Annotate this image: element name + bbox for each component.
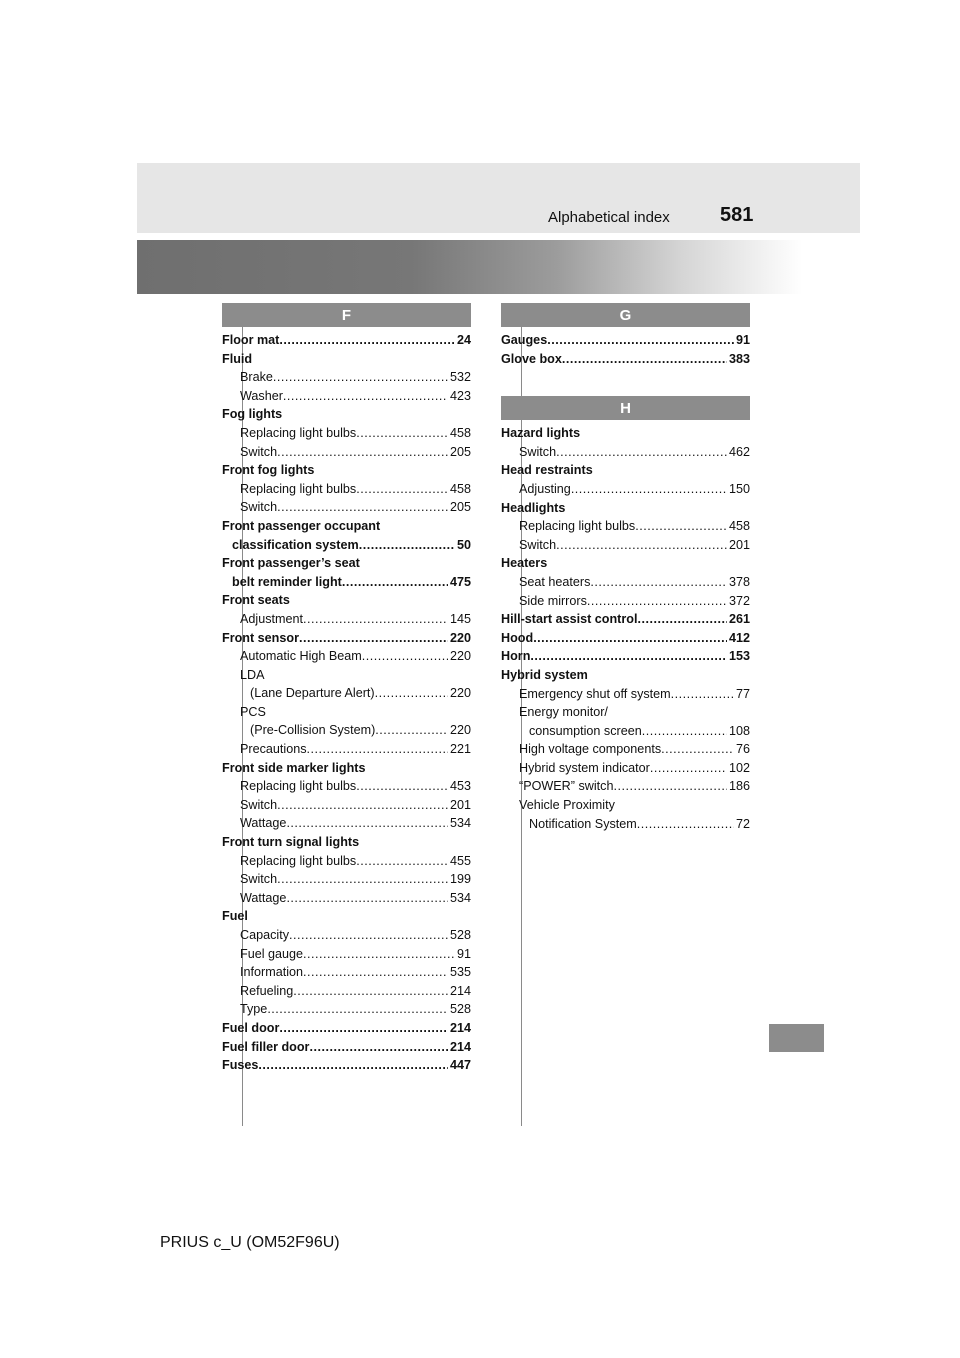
page-header-title: Alphabetical index bbox=[548, 209, 670, 226]
index-entry bbox=[501, 350, 750, 369]
index-entry-page: 458 bbox=[449, 481, 471, 496]
index-entry-page: 91 bbox=[735, 333, 750, 347]
index-entry bbox=[222, 963, 471, 982]
index-entry-page: 201 bbox=[449, 797, 471, 812]
index-entry bbox=[222, 610, 471, 629]
index-entry bbox=[501, 499, 750, 518]
index-entry-label: (Lane Departure Alert) bbox=[250, 686, 375, 701]
index-entry-label: Adjusting bbox=[519, 481, 571, 496]
index-entry-label: Precautions bbox=[240, 742, 307, 757]
index-entry bbox=[501, 666, 750, 685]
dot-leader bbox=[375, 684, 448, 703]
index-entry-label: “POWER” switch bbox=[519, 779, 614, 794]
index-entry-page: 77 bbox=[735, 686, 750, 701]
index-entry bbox=[222, 498, 471, 517]
index-entry bbox=[501, 573, 750, 592]
index-entry bbox=[222, 833, 471, 852]
index-entry-page: 205 bbox=[449, 444, 471, 459]
section-entries-f bbox=[222, 327, 471, 1075]
index-entry bbox=[501, 647, 750, 666]
index-entry-page: 72 bbox=[735, 816, 750, 831]
index-entry-page: 24 bbox=[456, 333, 471, 347]
index-entry bbox=[222, 777, 471, 796]
index-entry bbox=[501, 629, 750, 648]
dot-leader bbox=[303, 945, 455, 964]
index-entry-label: Switch bbox=[519, 444, 557, 459]
index-entry bbox=[222, 517, 471, 536]
dot-leader bbox=[356, 424, 448, 443]
index-entry-label: Side mirrors bbox=[519, 593, 587, 608]
dot-leader bbox=[613, 777, 727, 796]
index-entry-label: Headlights bbox=[501, 500, 566, 515]
index-entry bbox=[222, 666, 471, 685]
index-entry-label: Floor mat bbox=[222, 333, 280, 347]
dot-leader bbox=[356, 480, 448, 499]
index-entry bbox=[222, 647, 471, 666]
dot-leader bbox=[375, 721, 448, 740]
index-entry-label: Switch bbox=[240, 444, 278, 459]
index-entry-page: 534 bbox=[449, 816, 471, 831]
index-entry-label: Horn bbox=[501, 649, 531, 664]
index-entry bbox=[501, 740, 750, 759]
index-entry-page: 91 bbox=[456, 946, 471, 961]
dot-leader bbox=[309, 1038, 448, 1057]
index-entry bbox=[501, 610, 750, 629]
index-entry bbox=[501, 685, 750, 704]
index-entry-label: Hybrid system indicator bbox=[519, 760, 650, 775]
index-entry-label: Refueling bbox=[240, 983, 294, 998]
section-header-h: H bbox=[501, 396, 750, 420]
index-entry-page: 220 bbox=[449, 630, 471, 645]
index-entry-page: 458 bbox=[728, 519, 750, 534]
dot-leader bbox=[661, 740, 734, 759]
index-entry-page: 412 bbox=[728, 630, 750, 645]
index-entry-label: Replacing light bulbs bbox=[519, 519, 636, 534]
index-entry-label: Washer bbox=[240, 388, 283, 403]
index-entry bbox=[501, 777, 750, 796]
index-entry-label: Fuel bbox=[222, 909, 248, 924]
dot-leader bbox=[530, 647, 727, 666]
index-entry bbox=[222, 907, 471, 926]
dot-leader bbox=[307, 740, 448, 759]
index-entry-label: Wattage bbox=[240, 890, 287, 905]
index-entry-label: Front sensor bbox=[222, 630, 299, 645]
index-entry-label: Automatic High Beam bbox=[240, 649, 362, 664]
dot-leader bbox=[637, 610, 727, 629]
index-entry-page: 153 bbox=[728, 649, 750, 664]
index-entry bbox=[501, 592, 750, 611]
section-header-f: F bbox=[222, 303, 471, 327]
index-entry bbox=[222, 889, 471, 908]
index-entry-label: Brake bbox=[240, 370, 273, 385]
index-entry bbox=[222, 405, 471, 424]
index-entry-page: 145 bbox=[449, 611, 471, 626]
index-entry-label: Front passenger occupant bbox=[222, 518, 381, 533]
index-entry-label: Fuel gauge bbox=[240, 946, 304, 961]
index-entry-label: Replacing light bulbs bbox=[240, 481, 357, 496]
index-entry-label: Fuses bbox=[222, 1058, 259, 1073]
index-entry-page: 50 bbox=[456, 537, 471, 552]
index-entry-page: 372 bbox=[728, 593, 750, 608]
index-entry bbox=[222, 1019, 471, 1038]
index-entry-page: 220 bbox=[449, 686, 471, 701]
index-entry-label: Vehicle Proximity bbox=[519, 798, 615, 813]
index-entry bbox=[222, 554, 471, 573]
index-entry bbox=[501, 703, 750, 722]
dot-leader bbox=[356, 777, 448, 796]
index-entry bbox=[501, 517, 750, 536]
index-entry bbox=[222, 740, 471, 759]
index-column-left bbox=[222, 303, 471, 1075]
index-entry-label: Front fog lights bbox=[222, 463, 315, 478]
index-entry bbox=[501, 722, 750, 741]
section-gap bbox=[501, 368, 750, 396]
index-entry-label: (Pre-Collision System) bbox=[250, 723, 376, 738]
index-entry-page: 108 bbox=[728, 723, 750, 738]
dot-leader bbox=[289, 926, 448, 945]
dot-leader bbox=[547, 331, 734, 350]
index-entry-label: Replacing light bulbs bbox=[240, 425, 357, 440]
index-entry bbox=[222, 443, 471, 462]
index-entry bbox=[222, 461, 471, 480]
index-entry-page: 199 bbox=[449, 872, 471, 887]
index-entry-label: belt reminder light bbox=[232, 574, 342, 589]
index-entry-label: High voltage components bbox=[519, 742, 662, 757]
index-entry-label: Fog lights bbox=[222, 407, 283, 422]
index-entry-label: Type bbox=[240, 1002, 268, 1017]
index-entry-label: classification system bbox=[232, 537, 359, 552]
index-entry bbox=[501, 461, 750, 480]
dot-leader bbox=[650, 759, 727, 778]
index-entry-page: 205 bbox=[449, 500, 471, 515]
dot-leader bbox=[286, 814, 448, 833]
index-entry-page: 455 bbox=[449, 853, 471, 868]
dot-leader bbox=[556, 536, 727, 555]
index-entry-page: 214 bbox=[449, 1020, 471, 1035]
index-entry-label: Notification System bbox=[529, 816, 637, 831]
index-entry-label: Adjustment bbox=[240, 611, 303, 626]
index-entry bbox=[222, 684, 471, 703]
dot-leader bbox=[277, 796, 448, 815]
index-entry bbox=[501, 443, 750, 462]
dot-leader bbox=[279, 1019, 448, 1038]
dot-leader bbox=[277, 443, 448, 462]
dot-leader bbox=[362, 647, 448, 666]
index-entry-label: Hood bbox=[501, 630, 534, 645]
index-entry bbox=[222, 1038, 471, 1057]
index-entry-label: Head restraints bbox=[501, 463, 593, 478]
index-entry bbox=[222, 629, 471, 648]
index-entry-label: Replacing light bulbs bbox=[240, 779, 357, 794]
index-entry bbox=[222, 350, 471, 369]
index-entry-page: 458 bbox=[449, 425, 471, 440]
dot-leader bbox=[293, 982, 448, 1001]
index-entry-label: Hill-start assist control bbox=[501, 612, 638, 627]
dot-leader bbox=[303, 963, 448, 982]
index-entry-label: Emergency shut off system bbox=[519, 686, 671, 701]
index-entry-page: 150 bbox=[728, 481, 750, 496]
index-entry bbox=[222, 591, 471, 610]
index-entry-label: Replacing light bulbs bbox=[240, 853, 357, 868]
dot-leader bbox=[637, 815, 734, 834]
dot-leader bbox=[303, 610, 448, 629]
index-entry bbox=[222, 759, 471, 778]
dot-leader bbox=[533, 629, 727, 648]
index-entry bbox=[222, 331, 471, 350]
index-entry bbox=[222, 1056, 471, 1075]
index-entry-page: 528 bbox=[449, 928, 471, 942]
index-entry-page: 76 bbox=[735, 742, 750, 757]
index-entry-page: 535 bbox=[449, 965, 471, 980]
index-entry-label: Switch bbox=[240, 797, 278, 812]
index-entry bbox=[222, 945, 471, 964]
index-entry bbox=[222, 721, 471, 740]
index-entry bbox=[222, 982, 471, 1001]
index-entry-page: 261 bbox=[728, 612, 750, 627]
index-entry-label: Gauges bbox=[501, 333, 548, 347]
dot-leader bbox=[277, 498, 448, 517]
dot-leader bbox=[359, 536, 455, 555]
index-entry-label: consumption screen bbox=[529, 723, 642, 738]
dot-leader bbox=[671, 685, 734, 704]
index-entry-page: 462 bbox=[728, 444, 750, 459]
index-entry-label: Switch bbox=[240, 872, 278, 887]
index-entry-page: 201 bbox=[728, 537, 750, 552]
dot-leader bbox=[279, 331, 455, 350]
index-entry bbox=[222, 387, 471, 406]
index-entry bbox=[222, 814, 471, 833]
footer-model-code: PRIUS c_U (OM52F96U) bbox=[160, 1234, 340, 1251]
index-entry-label: Hazard lights bbox=[501, 426, 581, 441]
index-entry-label: LDA bbox=[240, 667, 265, 682]
index-entry bbox=[222, 796, 471, 815]
index-entry-page: 220 bbox=[449, 649, 471, 664]
index-entry-label: Front seats bbox=[222, 593, 290, 608]
index-entry-label: Fluid bbox=[222, 351, 253, 366]
dot-leader bbox=[635, 517, 727, 536]
index-entry bbox=[501, 480, 750, 499]
index-entry bbox=[501, 759, 750, 778]
dot-leader bbox=[562, 350, 727, 369]
index-entry-page: 534 bbox=[449, 890, 471, 905]
index-entry-page: 186 bbox=[728, 779, 750, 794]
index-entry bbox=[222, 926, 471, 945]
index-entry-label: PCS bbox=[240, 704, 266, 719]
index-entry bbox=[222, 703, 471, 722]
dot-leader bbox=[356, 852, 448, 871]
index-entry-label: Capacity bbox=[240, 928, 289, 942]
index-entry-label: Fuel door bbox=[222, 1020, 280, 1035]
index-entry-page: 220 bbox=[449, 723, 471, 738]
dot-leader bbox=[258, 1056, 448, 1075]
index-entry bbox=[501, 554, 750, 573]
section-entries-h bbox=[501, 420, 750, 833]
index-entry-page: 102 bbox=[728, 760, 750, 775]
index-entry-label: Front turn signal lights bbox=[222, 835, 360, 850]
section-header-g: G bbox=[501, 303, 750, 327]
index-entry-page: 214 bbox=[449, 983, 471, 998]
index-entry bbox=[501, 796, 750, 815]
index-entry-label: Front passenger’s seat bbox=[222, 556, 360, 571]
index-entry-page: 532 bbox=[449, 370, 471, 385]
index-entry-page: 214 bbox=[449, 1039, 471, 1054]
index-entry-page: 383 bbox=[728, 351, 750, 366]
index-entry-page: 528 bbox=[449, 1002, 471, 1017]
dot-leader bbox=[273, 368, 448, 387]
dot-leader bbox=[342, 573, 448, 592]
index-entry-page: 378 bbox=[728, 574, 750, 589]
index-entry bbox=[222, 870, 471, 889]
index-column-right bbox=[501, 303, 750, 833]
dot-leader bbox=[267, 1000, 448, 1019]
index-entry bbox=[222, 852, 471, 871]
index-entry bbox=[501, 815, 750, 834]
index-entry bbox=[222, 573, 471, 592]
index-entry-page: 475 bbox=[449, 574, 471, 589]
dot-leader bbox=[277, 870, 448, 889]
dot-leader bbox=[587, 592, 727, 611]
dot-leader bbox=[571, 480, 727, 499]
index-entry-label: Fuel filler door bbox=[222, 1039, 310, 1054]
index-entry bbox=[222, 1000, 471, 1019]
index-entry bbox=[501, 331, 750, 350]
index-entry bbox=[501, 424, 750, 443]
index-entry-page: 423 bbox=[449, 388, 471, 403]
index-entry-page: 453 bbox=[449, 779, 471, 794]
index-entry-label: Hybrid system bbox=[501, 667, 588, 682]
dot-leader bbox=[642, 722, 727, 741]
index-entry-page: 221 bbox=[449, 742, 471, 757]
dot-leader bbox=[299, 629, 448, 648]
dot-leader bbox=[556, 443, 727, 462]
index-entry-label: Switch bbox=[240, 500, 278, 515]
dot-leader bbox=[283, 387, 448, 406]
index-entry-label: Seat heaters bbox=[519, 574, 591, 589]
index-entry-label: Front side marker lights bbox=[222, 760, 366, 775]
dot-leader bbox=[590, 573, 727, 592]
page-number: 581 bbox=[720, 204, 754, 226]
index-entry-label: Energy monitor/ bbox=[519, 705, 608, 720]
index-entry bbox=[501, 536, 750, 555]
index-entry-page: 447 bbox=[449, 1058, 471, 1073]
index-entry-label: Glove box bbox=[501, 351, 562, 366]
section-entries-g bbox=[501, 327, 750, 368]
index-entry-label: Heaters bbox=[501, 556, 548, 571]
side-thumb-tab bbox=[769, 1024, 824, 1052]
index-entry-label: Information bbox=[240, 965, 303, 980]
gradient-band bbox=[137, 240, 860, 294]
index-entry bbox=[222, 424, 471, 443]
index-entry bbox=[222, 536, 471, 555]
index-entry-label: Switch bbox=[519, 537, 557, 552]
index-entry bbox=[222, 368, 471, 387]
dot-leader bbox=[286, 889, 448, 908]
index-entry bbox=[222, 480, 471, 499]
index-entry-label: Wattage bbox=[240, 816, 287, 831]
